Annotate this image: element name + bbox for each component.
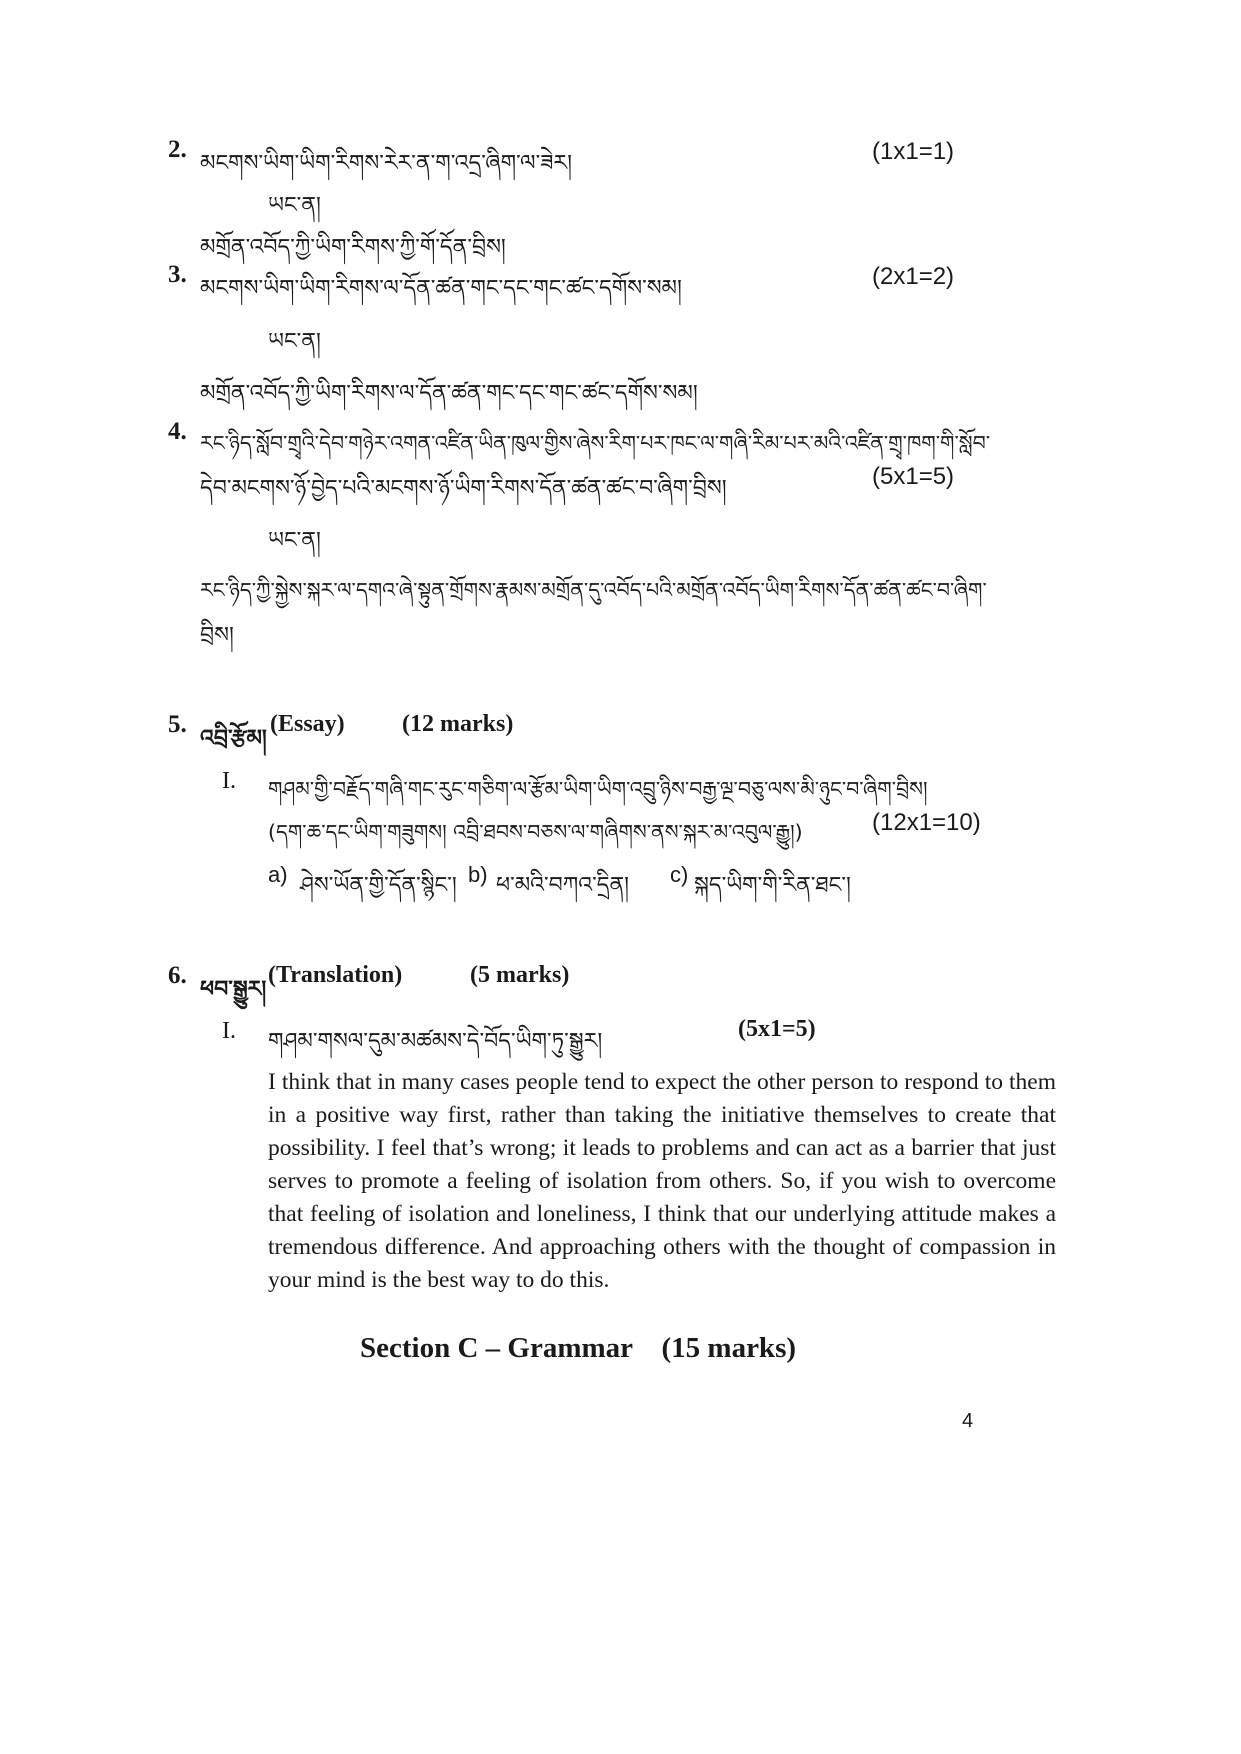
section-heading: Section C – Grammar (15 marks) xyxy=(360,1332,797,1364)
translation-instruction: གཤམ་གསལ་དུམ་མཚམས་དེ་བོད་ཡིག་ཏུ་སྒྱུར། xyxy=(268,1029,603,1054)
translation-passage: I think that in many cases people tend to expect the other person to respond to them in a positive way first, rather than taking the initiative themselves to create that possibility. I feel that’s wrong; it leads to problems and can act as a barrier that just serves to promote a feeling of isolation from others. So, if you wish to overcome that feeling of isolation and loneliness, I think that our underlying attitude makes a tremendous difference. And approaching others with the thought of compassion in your mind is the best way to do this. xyxy=(268,1069,1056,1293)
question-number: 6. xyxy=(168,962,187,989)
question-number: 4. xyxy=(168,418,187,445)
marks-allocation: (1x1=1) xyxy=(872,138,955,165)
marks-allocation: (5x1=5) xyxy=(872,463,955,490)
essay-total-marks: (12 marks) xyxy=(402,711,514,737)
translation-title-english: (Translation) xyxy=(268,962,403,988)
alternative-question: མགྲོན་འབོད་ཀྱི་ཡིག་རིགས་ཀྱི་གོ་དོན་བྲིས། xyxy=(200,235,506,260)
page-number: 4 xyxy=(962,1410,974,1432)
question-text-line-1: རང་ཉིད་སློབ་གྲྭའི་དེབ་གཉེར་འགན་འཛིན་ཡིན་ཁུལ་གྱིས་ཞེས་རིག་པར་ཁང་ལ་གཞི་རིམ་པར་མའི་འཛིན་གྲྭ་ཁག་གི་སློབ་ xyxy=(200,431,991,455)
marks-allocation: (2x1=2) xyxy=(872,263,955,290)
essay-option-label: a) xyxy=(268,862,288,887)
or-label: ཡང་ན། xyxy=(268,528,321,553)
essay-title-english: (Essay) xyxy=(270,711,345,737)
question-text: མངགས་ཡིག་ཡིག་རིགས་རེར་ན་ག་འདྲ་ཞིག་ལ་ཟེར། xyxy=(200,151,572,176)
essay-instruction-line-2: (དག་ཆ་དང་ཡིག་གཟུགས། འབྲི་ཐབས་བཅས་ལ་གཞིགས་ནས་སྐར་མ་འབུལ་རྒྱུ།) xyxy=(268,820,803,844)
question-text: མངགས་ཡིག་ཡིག་རིགས་ལ་དོན་ཚན་གང་དང་གང་ཚང་དགོས་སམ། xyxy=(200,276,682,301)
question-number: 3. xyxy=(168,261,187,288)
essay-option-label: c) xyxy=(670,862,689,887)
marks-allocation: (12x1=10) xyxy=(872,809,981,836)
essay-option-topic: ཕ་མའི་བཀའ་དྲིན། xyxy=(496,873,630,898)
question-text-line-2: དེབ་མངགས་ཉོ་བྱེད་པའི་མངགས་ཉོ་ཡིག་རིགས་དོན་ཚན་ཚང་བ་ཞིག་བྲིས། xyxy=(200,476,727,501)
sub-question-numeral: I. xyxy=(222,768,236,794)
sub-question-numeral: I. xyxy=(222,1018,236,1044)
question-number: 2. xyxy=(168,136,187,163)
question-number: 5. xyxy=(168,711,187,738)
essay-option-topic: སྐད་ཡིག་གི་རིན་ཐང་། xyxy=(694,873,851,898)
alternative-question-line-1: རང་ཉིད་ཀྱི་སྐྱེས་སྐར་ལ་དགའ་ཞེ་སྟུན་གྲོགས་རྣམས་མགྲོན་དུ་འབོད་པའི་མགྲོན་འབོད་ཡིག་རིགས་དོན་ཚན་ཚང་བ་ཞིག་ xyxy=(200,578,987,602)
marks-allocation: (5x1=5) xyxy=(738,1016,816,1042)
essay-option-topic: ཤེས་ཡོན་གྱི་དོན་སྙིང་། xyxy=(300,873,457,898)
translation-title-tibetan: ཕབ་སྒྱུར། xyxy=(200,977,267,1002)
alternative-question-line-2: བྲིས། xyxy=(200,623,234,648)
or-label: ཡང་ན། xyxy=(268,329,321,354)
essay-title-tibetan: འབྲི་རྩོམ། xyxy=(200,726,267,751)
alternative-question: མགྲོན་འབོད་ཀྱི་ཡིག་རིགས་ལ་དོན་ཚན་གང་དང་གང་ཚང་དགོས་སམ། xyxy=(200,381,698,406)
or-label: ཡང་ན། xyxy=(268,193,321,218)
essay-instruction-line-1: གཤམ་གྱི་བརྗོད་གཞི་གང་རུང་གཅིག་ལ་རྩོམ་ཡིག་ཡིག་འབྲུ་ཉིས་བརྒྱ་ལྔ་བཅུ་ལས་མི་ཉུང་བ་ཞིག་བྲིས། xyxy=(268,777,928,801)
essay-option-label: b) xyxy=(468,862,488,887)
translation-total-marks: (5 marks) xyxy=(470,962,570,988)
